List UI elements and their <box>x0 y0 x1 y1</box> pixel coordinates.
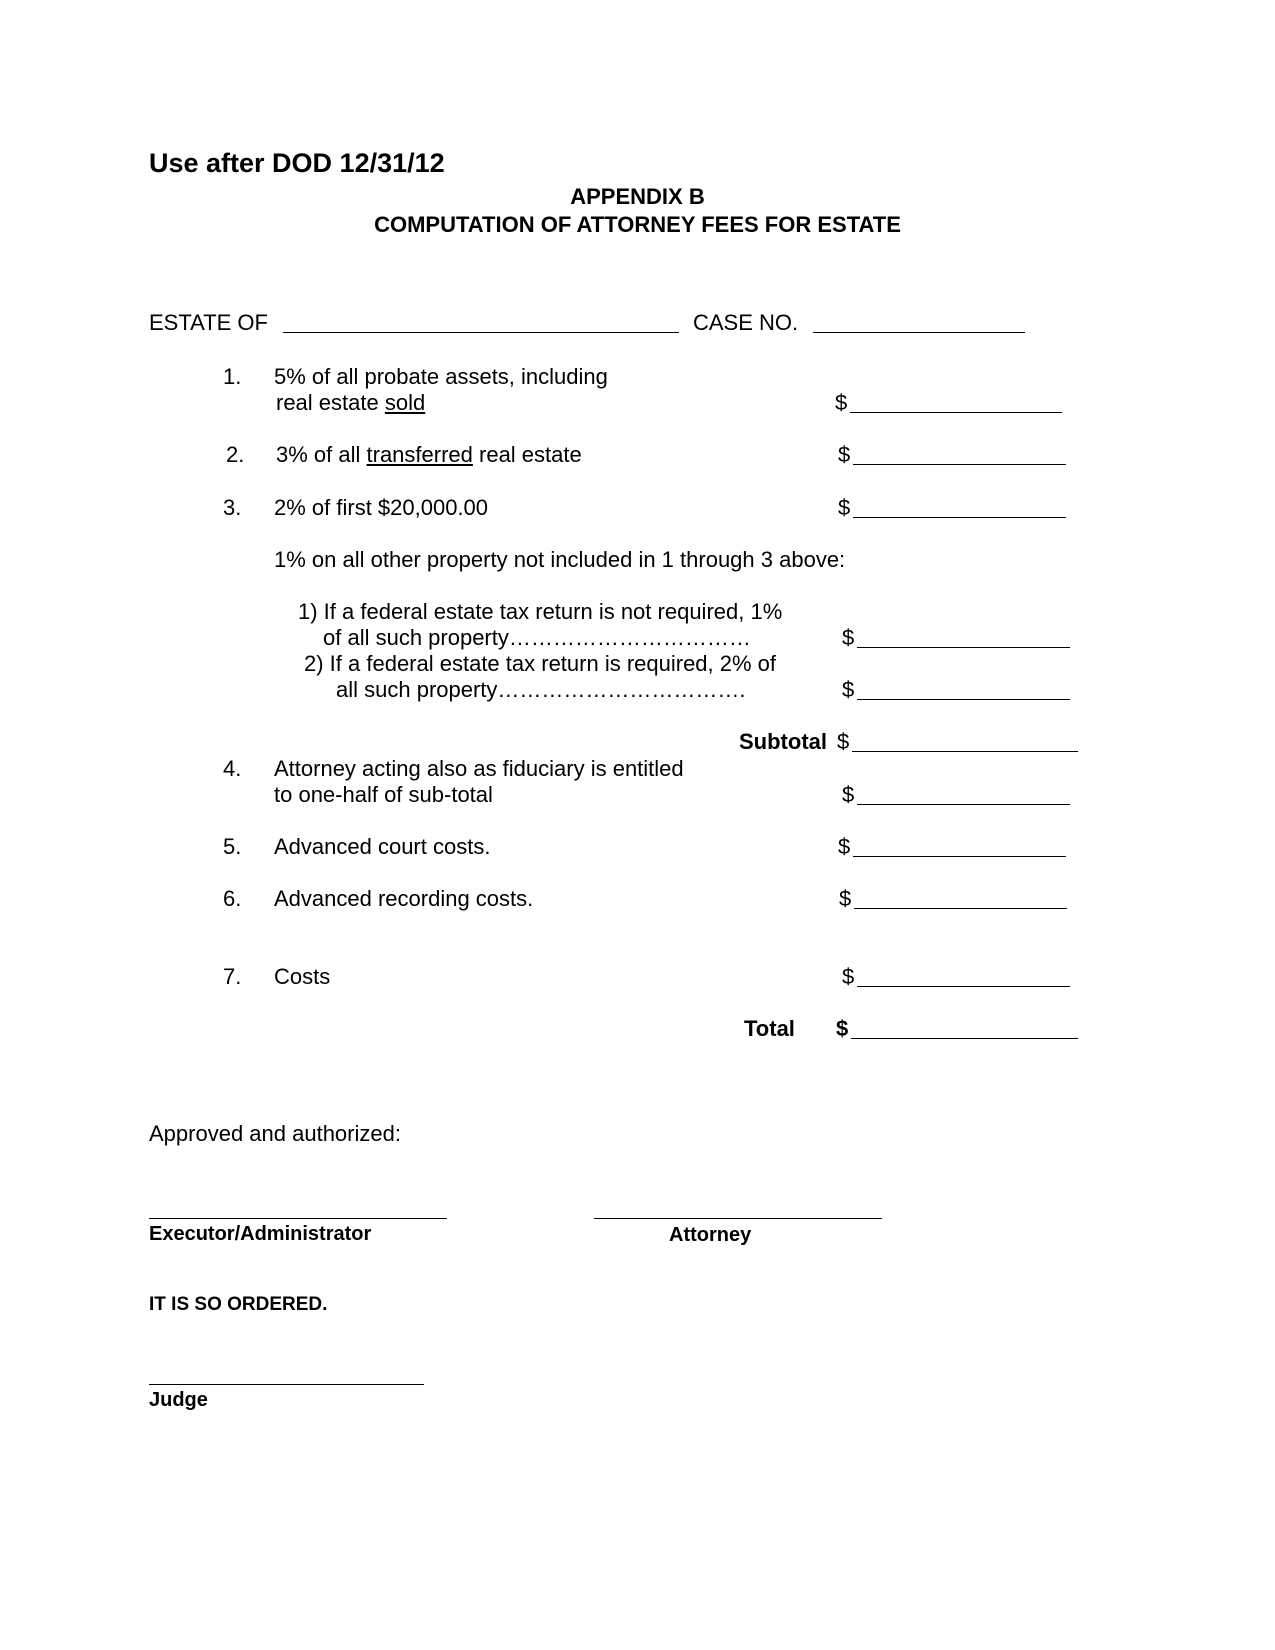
estate-of-label: ESTATE OF <box>149 310 268 335</box>
item-2-amount-field[interactable] <box>853 464 1066 465</box>
document-title: COMPUTATION OF ATTORNEY FEES FOR ESTATE <box>374 212 901 237</box>
total-label: Total <box>744 1016 795 1041</box>
total-amount-field[interactable] <box>851 1038 1078 1039</box>
item-4-text-line2: to one-half of sub-total <box>274 782 493 807</box>
dollar-sign: $ <box>842 625 855 650</box>
item-4-text: Attorney acting also as fiduciary is entitled <box>274 756 684 781</box>
dollar-sign: $ <box>838 442 851 467</box>
item-1-text: 5% of all probate assets, including <box>274 364 608 389</box>
subtotal-amount-field[interactable] <box>852 751 1078 752</box>
item-6-amount-field[interactable] <box>854 908 1067 909</box>
executor-signature-line[interactable] <box>149 1218 447 1219</box>
item-1-text-line2: real estate sold <box>276 390 426 415</box>
attorney-label: Attorney <box>669 1224 752 1246</box>
item-5-text: Advanced court costs. <box>274 834 491 859</box>
case-no-label: CASE NO. <box>693 310 799 335</box>
subtotal-label: Subtotal <box>739 729 827 754</box>
executor-label: Executor/Administrator <box>149 1223 372 1245</box>
item-5-amount-field[interactable] <box>853 856 1066 857</box>
dollar-sign: $ <box>838 834 851 859</box>
item-3-amount-field[interactable] <box>853 517 1066 518</box>
judge-label: Judge <box>149 1389 208 1411</box>
dollar-sign: $ <box>842 964 855 989</box>
dollar-sign: $ <box>842 677 855 702</box>
estate-of-field[interactable] <box>283 332 679 333</box>
item-5-number: 5. <box>223 834 242 859</box>
sub-item-2-amount-field[interactable] <box>857 699 1070 700</box>
dollar-sign: $ <box>838 495 851 520</box>
ordered-label: IT IS SO ORDERED. <box>149 1294 328 1315</box>
dollar-sign: $ <box>839 886 852 911</box>
dollar-sign: $ <box>842 782 855 807</box>
item-1-number: 1. <box>223 364 242 389</box>
use-after-note: Use after DOD 12/31/12 <box>149 148 445 178</box>
item-3-number: 3. <box>223 495 242 520</box>
dollar-sign: $ <box>836 1016 849 1041</box>
appendix-label: APPENDIX B <box>570 184 705 209</box>
item-7-text: Costs <box>274 964 331 989</box>
item-2-text: 3% of all transferred real estate <box>276 442 582 467</box>
item-6-text: Advanced recording costs. <box>274 886 534 911</box>
item-1-amount-field[interactable] <box>850 412 1062 413</box>
judge-signature-line[interactable] <box>149 1384 424 1385</box>
sub-item-2-text-line2: all such property……………………………. <box>336 677 746 702</box>
item-4-amount-field[interactable] <box>857 804 1070 805</box>
approved-label: Approved and authorized: <box>149 1121 401 1146</box>
dollar-sign: $ <box>837 729 850 754</box>
sub-item-1-text-line2: of all such property…………………………… <box>323 625 751 650</box>
case-no-field[interactable] <box>813 332 1025 333</box>
item-6-number: 6. <box>223 886 242 911</box>
other-property-intro: 1% on all other property not included in 1 through 3 above: <box>274 547 846 572</box>
item-4-number: 4. <box>223 756 242 781</box>
item-2-number: 2. <box>226 442 245 467</box>
sub-item-2-text: 2) If a federal estate tax return is required, 2% of <box>304 651 777 676</box>
item-7-number: 7. <box>223 964 242 989</box>
sub-item-1-text: 1) If a federal estate tax return is not required, 1% <box>298 599 783 624</box>
attorney-signature-line[interactable] <box>594 1218 882 1219</box>
dollar-sign: $ <box>835 390 848 415</box>
item-3-text: 2% of first $20,000.00 <box>274 495 489 520</box>
sub-item-1-amount-field[interactable] <box>857 647 1070 648</box>
item-7-amount-field[interactable] <box>857 986 1070 987</box>
